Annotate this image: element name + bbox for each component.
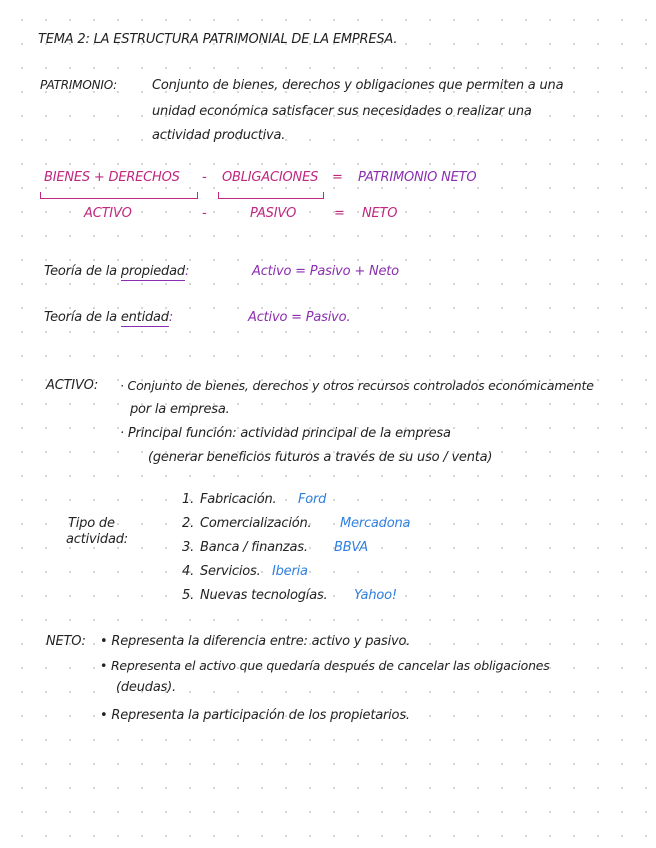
tipo-num: 5. (182, 588, 195, 603)
eq-obligaciones: OBLIGACIONES (222, 170, 319, 185)
eq-minus-2: - (202, 206, 207, 221)
teoria-entidad-formula: Activo = Pasivo. (248, 310, 351, 325)
teoria-colon: : (184, 264, 190, 279)
neto-bullet-2-cont: (deudas). (116, 680, 176, 695)
eq-minus: - (202, 170, 207, 185)
tipo-item (182, 540, 308, 555)
eq-bienes-derechos: BIENES + DERECHOS (44, 170, 180, 185)
neto-bullet-1: • Representa la diferencia entre: activo y pasivo. (100, 634, 411, 649)
activo-line-4: (generar beneficios futuros a través de su uso / venta) (148, 450, 493, 465)
tipo-item (182, 588, 327, 603)
tipo-item (182, 516, 311, 531)
tipos-label-2: actividad: (66, 532, 128, 547)
tipo-example: Mercadona (340, 516, 411, 531)
eq-patrimonio-neto: PATRIMONIO NETO (358, 170, 477, 185)
teoria-term: entidad (120, 310, 169, 325)
tipo-example: BBVA (334, 540, 368, 555)
tipo-num: 2. (182, 516, 195, 531)
tipo-name: Fabricación. (200, 492, 277, 507)
bracket-pasivo (218, 192, 324, 199)
teoria-entidad (44, 310, 173, 325)
tipos-label-1: Tipo de (68, 516, 115, 531)
activo-line-1: · Conjunto de bienes, derechos y otros recursos controlados económicamente (120, 378, 594, 393)
eq-equals: = (332, 170, 343, 185)
tipo-num: 1. (182, 492, 195, 507)
neto-label: NETO: (46, 634, 86, 649)
tipo-name: Nuevas tecnologías. (200, 588, 328, 603)
tipo-name: Banca / finanzas. (200, 540, 308, 555)
patrimonio-def-line-3: actividad productiva. (152, 128, 286, 143)
tipo-item (182, 564, 261, 579)
neto-bullet-3: • Representa la participación de los propietarios. (100, 708, 410, 723)
tipo-example: Yahoo! (354, 588, 397, 603)
teoria-prefix: Teoría de la (44, 310, 117, 325)
eq-pasivo: PASIVO (250, 206, 297, 221)
activo-line-3: · Principal función: actividad principal de la empresa (120, 426, 451, 441)
tipo-item (182, 492, 276, 507)
eq-equals-2: = (334, 206, 345, 221)
neto-bullet-2: • Representa el activo que quedaría después de cancelar las obligaciones (100, 658, 550, 673)
activo-line-2: por la empresa. (130, 402, 230, 417)
patrimonio-def-line-1: Conjunto de bienes, derechos y obligaciones que permiten a una (152, 78, 564, 93)
teoria-colon: : (168, 310, 174, 325)
tipo-example: Ford (298, 492, 327, 507)
page-title: TEMA 2: LA ESTRUCTURA PATRIMONIAL DE LA EMPRESA. (38, 32, 398, 47)
eq-activo: ACTIVO (84, 206, 132, 221)
teoria-propiedad-formula: Activo = Pasivo + Neto (252, 264, 399, 279)
tipo-name: Servicios. (200, 564, 261, 579)
tipo-num: 4. (182, 564, 195, 579)
patrimonio-def-line-2: unidad económica satisfacer sus necesidades o realizar una (152, 104, 532, 119)
bracket-activo (40, 192, 198, 199)
eq-neto: NETO (362, 206, 398, 221)
tipo-example: Iberia (272, 564, 308, 579)
tipo-num: 3. (182, 540, 195, 555)
teoria-term: propiedad (120, 264, 185, 279)
teoria-prefix: Teoría de la (44, 264, 117, 279)
teoria-propiedad (44, 264, 189, 279)
activo-label: ACTIVO: (46, 378, 99, 393)
tipo-name: Comercialización. (200, 516, 312, 531)
patrimonio-label: PATRIMONIO: (40, 78, 118, 92)
